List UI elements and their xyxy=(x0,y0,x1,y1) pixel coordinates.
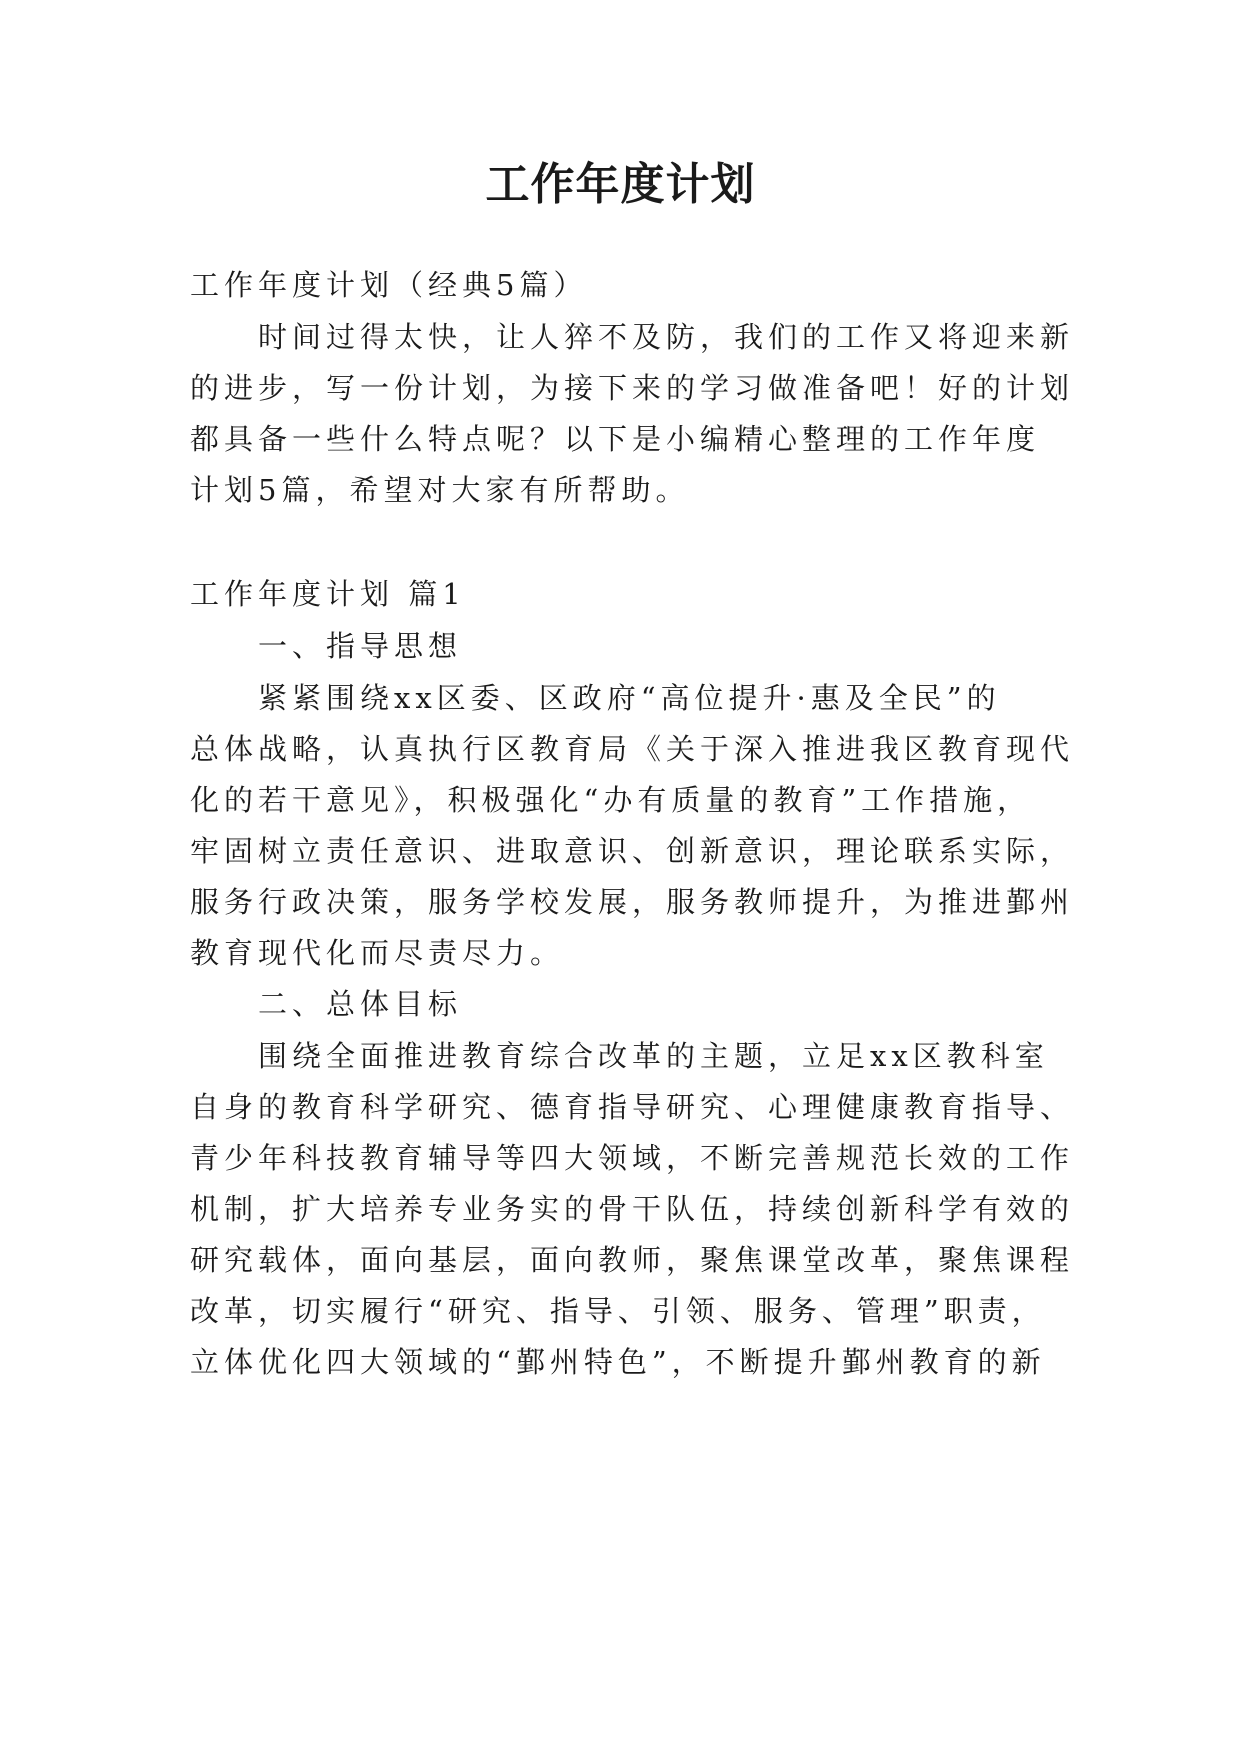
paragraph-line: 牢固树立责任意识、进取意识、创新意识，理论联系实际， xyxy=(190,834,1075,868)
intro-line: 都具备一些什么特点呢？以下是小编精心整理的工作年度 xyxy=(190,422,1041,456)
intro-line: 时间过得太快，让人猝不及防，我们的工作又将迎来新 xyxy=(258,320,1075,354)
paragraph-line: 总体战略，认真执行区教育局《关于深入推进我区教育现代 xyxy=(190,732,1075,766)
section-heading: 工作年度计划 篇1 xyxy=(190,577,466,611)
page-title: 工作年度计划 xyxy=(485,159,756,210)
paragraph-line: 改革，切实履行“研究、指导、引领、服务、管理”职责， xyxy=(190,1294,1046,1328)
paragraph-line: 研究载体，面向基层，面向教师，聚焦课堂改革，聚焦课程 xyxy=(190,1243,1075,1277)
heading-guiding-thought: 一、指导思想 xyxy=(258,629,463,663)
paragraph-line: 紧紧围绕xx区委、区政府“高位提升·惠及全民”的 xyxy=(258,681,1001,715)
paragraph-line: 服务行政决策，服务学校发展，服务教师提升，为推进鄞州 xyxy=(190,885,1075,919)
paragraph-line: 围绕全面推进教育综合改革的主题，立足xx区教科室 xyxy=(258,1039,1049,1073)
intro-line: 计划5篇，希望对大家有所帮助。 xyxy=(190,473,690,507)
paragraph-line: 化的若干意见》，积极强化“办有质量的教育”工作措施， xyxy=(190,783,1032,817)
intro-line: 的进步，写一份计划，为接下来的学习做准备吧！好的计划 xyxy=(190,371,1075,405)
subtitle: 工作年度计划（经典5篇） xyxy=(190,268,588,302)
paragraph-line: 青少年科技教育辅导等四大领域，不断完善规范长效的工作 xyxy=(190,1141,1075,1175)
paragraph-line: 教育现代化而尽责尽力。 xyxy=(190,936,565,970)
paragraph-line: 机制，扩大培养专业务实的骨干队伍，持续创新科学有效的 xyxy=(190,1192,1075,1226)
paragraph-line: 自身的教育科学研究、德育指导研究、心理健康教育指导、 xyxy=(190,1090,1075,1124)
paragraph-line: 立体优化四大领域的“鄞州特色”，不断提升鄞州教育的新 xyxy=(190,1345,1046,1379)
heading-overall-goal: 二、总体目标 xyxy=(258,987,463,1021)
